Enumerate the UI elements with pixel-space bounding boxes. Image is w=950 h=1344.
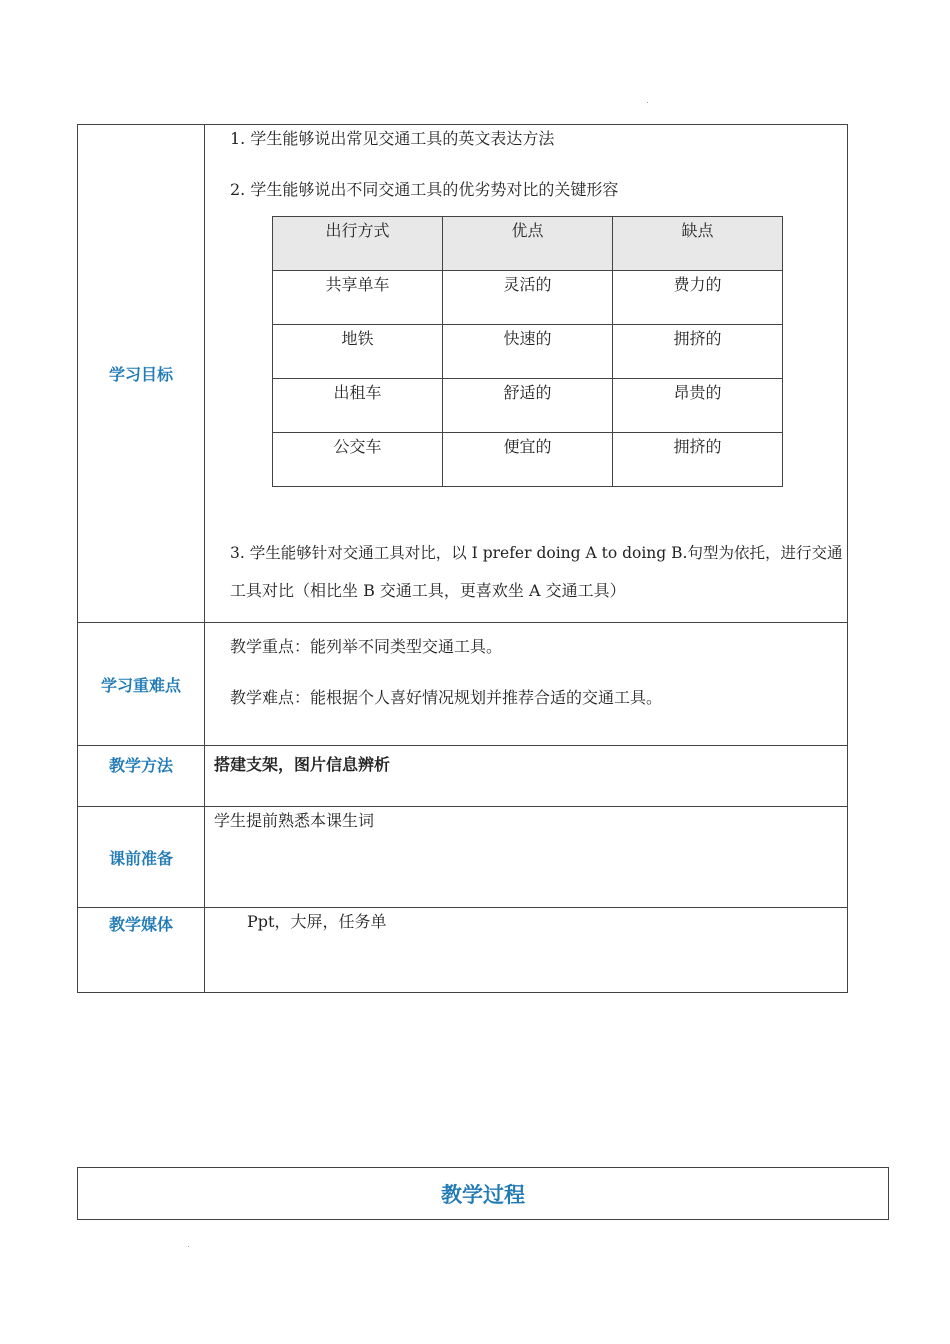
media-label: 教学媒体 bbox=[78, 908, 205, 993]
key-points-row bbox=[78, 623, 848, 746]
objectives-row bbox=[78, 125, 848, 623]
objectives-label: 学习目标 bbox=[78, 125, 205, 623]
media-row bbox=[78, 908, 848, 993]
table-cell: 灵活的 bbox=[443, 271, 613, 325]
table-cell: 拥挤的 bbox=[613, 325, 783, 379]
table-row bbox=[273, 433, 783, 487]
preparation-content bbox=[205, 807, 848, 908]
bottom-mark bbox=[188, 1246, 189, 1247]
table-cell: 共享单车 bbox=[273, 271, 443, 325]
key-points-content bbox=[205, 623, 848, 746]
table-row bbox=[273, 379, 783, 433]
preparation-row bbox=[78, 807, 848, 908]
transport-comparison-table bbox=[272, 216, 783, 487]
lesson-plan-table bbox=[77, 124, 848, 993]
preparation-value: 学生提前熟悉本课生词 bbox=[214, 811, 375, 830]
table-cell: 昂贵的 bbox=[613, 379, 783, 433]
header-cons: 缺点 bbox=[613, 217, 783, 271]
table-cell: 公交车 bbox=[273, 433, 443, 487]
preparation-label: 课前准备 bbox=[78, 807, 205, 908]
key-points-label: 学习重难点 bbox=[78, 623, 205, 746]
header-pros: 优点 bbox=[443, 217, 613, 271]
table-cell: 便宜的 bbox=[443, 433, 613, 487]
objective-2: 2. 学生能够说出不同交通工具的优劣势对比的关键形容 bbox=[230, 180, 619, 199]
media-content bbox=[205, 908, 848, 993]
teaching-focus: 教学重点：能列举不同类型交通工具。 bbox=[230, 637, 503, 656]
teaching-process-title: 教学过程 bbox=[77, 1167, 889, 1220]
method-value: 搭建支架，图片信息辨析 bbox=[214, 755, 391, 774]
table-row bbox=[273, 325, 783, 379]
objectives-content bbox=[205, 125, 848, 623]
media-value: Ppt，大屏，任务单 bbox=[247, 912, 387, 931]
objective-1: 1. 学生能够说出常见交通工具的英文表达方法 bbox=[230, 129, 555, 148]
method-label: 教学方法 bbox=[78, 746, 205, 807]
table-row bbox=[273, 271, 783, 325]
table-cell: 快速的 bbox=[443, 325, 613, 379]
table-cell: 拥挤的 bbox=[613, 433, 783, 487]
table-cell: 地铁 bbox=[273, 325, 443, 379]
top-mark bbox=[647, 102, 648, 103]
header-mode: 出行方式 bbox=[273, 217, 443, 271]
teaching-difficulty: 教学难点：能根据个人喜好情况规划并推荐合适的交通工具。 bbox=[230, 688, 663, 707]
method-content bbox=[205, 746, 848, 807]
comparison-header-row bbox=[273, 217, 783, 271]
table-cell: 费力的 bbox=[613, 271, 783, 325]
objective-3-line-2: 工具对比（相比坐 B 交通工具，更喜欢坐 A 交通工具） bbox=[230, 581, 626, 600]
table-cell: 出租车 bbox=[273, 379, 443, 433]
objective-3-line-1: 3. 学生能够针对交通工具对比，以 I prefer doing A to doing B.句型为依托，进行交通 bbox=[230, 544, 843, 562]
method-row bbox=[78, 746, 848, 807]
table-cell: 舒适的 bbox=[443, 379, 613, 433]
